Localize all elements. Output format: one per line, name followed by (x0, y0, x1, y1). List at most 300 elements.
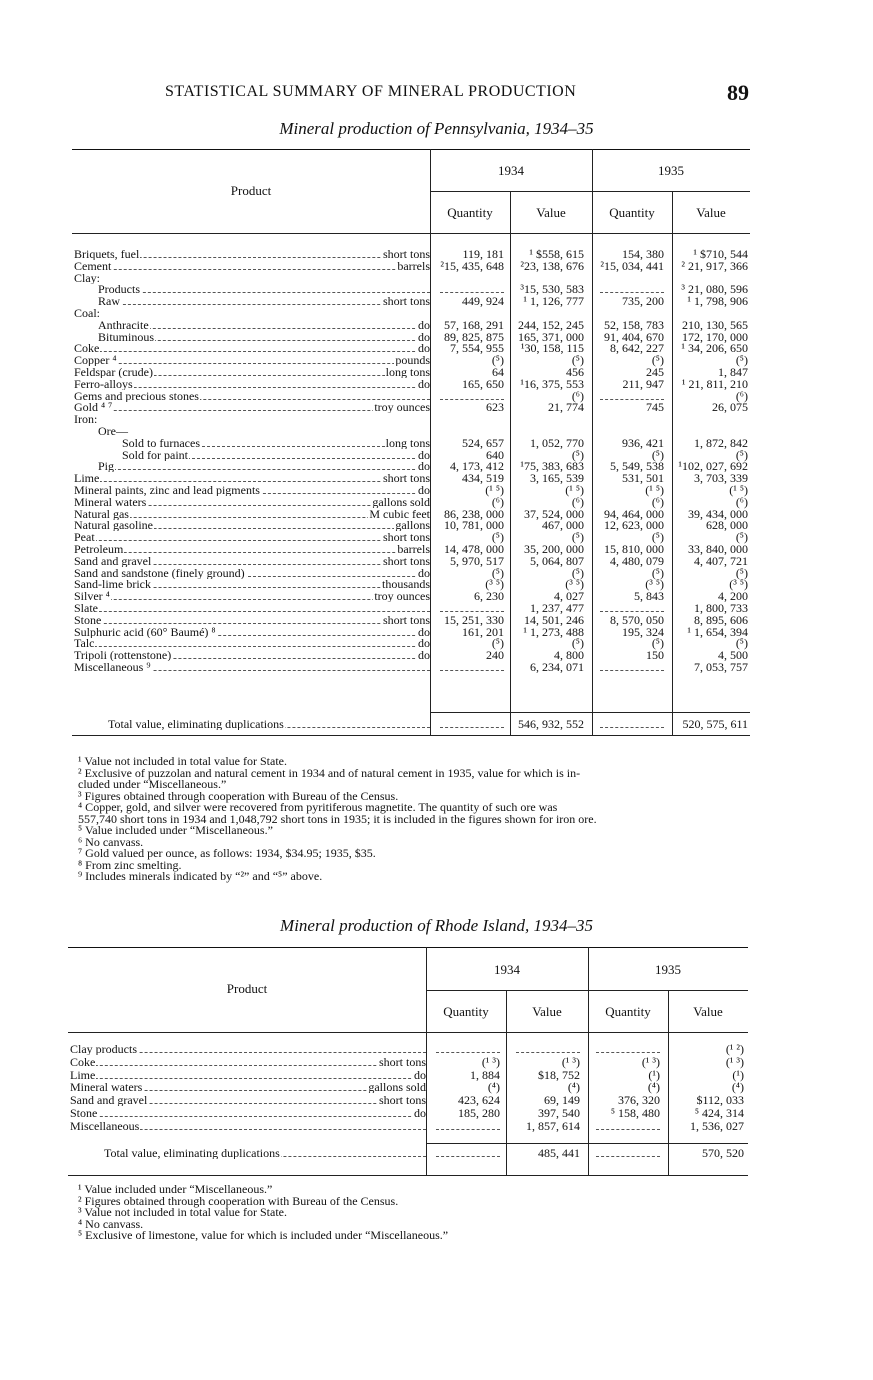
value-1935: (¹) (732, 1067, 744, 1082)
row-label (74, 532, 430, 543)
product-name: Sold to furnaces (122, 437, 200, 449)
footnote: ⁴ No canvass. (78, 1216, 144, 1231)
value-1935: 1, 536, 027 (690, 1118, 744, 1133)
value-1935: $112, 033 (696, 1093, 744, 1108)
product-name: Peat (74, 532, 95, 544)
quantity-1934: (¹ ³) (481, 1054, 500, 1069)
row-label (74, 296, 430, 307)
row-label (74, 355, 430, 366)
pa-top-rule (72, 149, 750, 150)
product-name: Sold for paint (122, 449, 188, 461)
value-1934: $18, 752 (538, 1067, 580, 1082)
row-label (74, 485, 430, 496)
quantity-1935: 52, 158, 783 (604, 317, 664, 332)
product-name: Feldspar (crude) (74, 367, 153, 378)
product-name: Sand and gravel (74, 555, 152, 567)
blank-dash (436, 1150, 500, 1157)
value-1934: 6, 234, 071 (530, 660, 584, 674)
pa-year-1935: 1935 (658, 163, 684, 178)
product-name: Slate (74, 603, 98, 614)
footnote: ⁷ Gold valued per ounce, as follows: 1934, $34.95; 1935, $35. (78, 846, 376, 860)
blank-dash (600, 664, 664, 671)
quantity-1935: 5, 549, 538 (610, 459, 664, 474)
row-label (74, 568, 430, 579)
total-value-1934: 485, 441 (538, 1146, 580, 1160)
value-1934: 5, 064, 807 (530, 553, 584, 568)
dot-leader (74, 623, 430, 624)
value-1934: 21, 774 (548, 400, 584, 415)
row-label (74, 320, 430, 331)
row-label (74, 332, 430, 343)
quantity-1935 (586, 1121, 660, 1132)
row-label (74, 662, 430, 673)
quantity-1935: 5, 843 (634, 589, 664, 604)
value-1935: (⁶) (735, 494, 748, 509)
quantity-1935: 8, 642, 227 (610, 341, 664, 356)
value-1934: (⁴) (567, 1080, 580, 1095)
blank-dash (600, 721, 664, 728)
value-1934: 1, 052, 770 (530, 435, 584, 450)
quantity-1934: ²15, 435, 648 (440, 258, 504, 273)
running-title: STATISTICAL SUMMARY OF MINERAL PRODUCTION (165, 83, 577, 100)
quantity-1935: ²15, 034, 441 (600, 258, 664, 273)
value-1935: 1, 847 (718, 365, 748, 379)
unit-label: troy ounces (374, 591, 430, 603)
quantity-1934: 7, 554, 955 (450, 341, 504, 356)
unit-label: barrels (397, 544, 430, 555)
value-1934: (³ ⁵) (565, 577, 584, 592)
footnote: ⁵ Exclusive of limestone, value for which is included under “Miscellaneous.” (78, 1228, 449, 1242)
value-1935: 628, 000 (706, 518, 748, 533)
total-value-1934: 546, 932, 552 (518, 717, 584, 731)
quantity-1934: 161, 201 (462, 624, 504, 639)
blank-dash (436, 1123, 500, 1130)
value-1935: ¹ $710, 544 (693, 247, 748, 261)
footnote: ² Figures obtained through cooperation with Bureau of the Census. (78, 1193, 399, 1208)
footnote: ¹ Value not included in total value for State. (78, 754, 287, 768)
ri-table-caption: Mineral production of Rhode Island, 1934–35 (280, 916, 593, 935)
product-name: Anthracite (98, 319, 149, 331)
total-row (70, 1148, 750, 1159)
unit-label: long tons (385, 437, 430, 449)
value-1934: ¹75, 383, 683 (520, 459, 584, 474)
product-name: Coal: (74, 308, 100, 319)
blank-dash (596, 1150, 660, 1157)
row-label (74, 391, 430, 402)
value-1934: 4, 800 (554, 648, 584, 663)
ri-bottom-rule (68, 1175, 748, 1176)
unit-label: short tons (382, 473, 430, 485)
product-name: Mineral paints, zinc and lead pigments (74, 485, 260, 496)
total-label: Total value, eliminating duplications (108, 719, 284, 730)
row-label (70, 1121, 426, 1132)
product-name: Gold ⁴ ⁷ (74, 402, 113, 414)
pa-header-rule (72, 233, 750, 234)
value-1935: 1, 800, 733 (694, 601, 748, 615)
value-1934: ³15, 530, 583 (520, 282, 584, 297)
unit-label: thousands (382, 579, 430, 591)
total-quantity-1934 (426, 1148, 500, 1159)
value-1934: (⁵) (571, 353, 584, 368)
table-row (74, 376, 754, 391)
table-row (70, 1108, 750, 1119)
unit-label: short tons (382, 555, 430, 567)
value-1934: ¹30, 158, 115 (520, 341, 584, 356)
pa-col-value-1934: Value (536, 205, 566, 220)
product-name: Sand-lime brick (74, 579, 151, 591)
table-row (74, 296, 754, 307)
blank-dash (436, 1046, 500, 1053)
value-1934: (¹ ⁵) (565, 483, 584, 497)
pa-table-caption: Mineral production of Pennsylvania, 1934–35 (279, 119, 594, 138)
product-name: Sand and sandstone (finely ground) (74, 567, 245, 579)
product-name: Petroleum (74, 544, 124, 555)
value-1934: (⁶) (571, 388, 584, 403)
quantity-1934: 165, 650 (462, 376, 504, 391)
value-1934: 35, 200, 000 (524, 542, 584, 556)
pa-col-value-1935: Value (696, 205, 726, 220)
footnote: ⁴ Copper, gold, and silver were recovered from pyritiferous magnetite. The quantity of such ore was (78, 800, 558, 814)
quantity-1935: (⁵) (651, 636, 664, 651)
ri-col-value-1934: Value (532, 1004, 562, 1019)
value-1934: (⁵) (571, 447, 584, 462)
value-1934: 244, 152, 245 (518, 317, 584, 332)
value-1935: 4, 500 (718, 648, 748, 663)
value-1935: (¹ ⁵) (729, 483, 748, 497)
row-label (70, 1070, 426, 1081)
unit-label: short tons (382, 249, 430, 260)
quantity-1935: (¹ ⁵) (645, 483, 664, 497)
quantity-1934: 524, 657 (462, 435, 504, 450)
value-1934: (⁵) (571, 636, 584, 651)
unit-label: gallons (395, 520, 430, 532)
quantity-1935: (¹) (648, 1067, 660, 1082)
quantity-1934: 1, 884 (470, 1067, 500, 1082)
quantity-1934: (⁵) (491, 565, 504, 580)
quantity-1934: 6, 230 (474, 589, 504, 604)
quantity-1935: 195, 324 (622, 624, 664, 639)
row-label (74, 627, 430, 638)
blank-dash (440, 605, 504, 612)
ri-year-1935: 1935 (655, 962, 681, 977)
quantity-1935: (⁵) (651, 565, 664, 580)
dot-leader (70, 1065, 426, 1066)
product-name: Natural gasoline (74, 520, 153, 532)
row-label (74, 379, 430, 390)
row-label (74, 414, 430, 425)
quantity-1935: ⁵ 158, 480 (610, 1106, 660, 1120)
quantity-1934: 10, 781, 000 (444, 518, 504, 533)
table-row (70, 1054, 750, 1069)
value-1935: 7, 053, 757 (694, 660, 748, 674)
value-1935: (¹ ²) (725, 1042, 744, 1056)
row-label (74, 591, 430, 602)
table-row (74, 591, 754, 602)
quantity-1934: (⁵) (491, 530, 504, 545)
pa-col-quantity-1934: Quantity (447, 205, 493, 220)
value-1935: 1, 872, 842 (694, 435, 748, 450)
row-label (74, 426, 430, 437)
row-label (74, 273, 430, 284)
value-1935: (¹ ³) (725, 1054, 744, 1069)
value-1935: (⁴) (731, 1080, 744, 1095)
value-1934: ¹ 1, 273, 488 (523, 624, 584, 639)
product-name: Clay: (74, 272, 100, 284)
quantity-1934: 89, 825, 875 (444, 329, 504, 344)
blank-dash (596, 1046, 660, 1053)
quantity-1935: 154, 380 (622, 247, 664, 261)
value-1935: (⁵) (735, 447, 748, 462)
value-1935: ¹102, 027, 692 (678, 459, 748, 474)
row-label (74, 509, 430, 520)
quantity-1934: 623 (486, 400, 504, 415)
pa-col-quantity-1935: Quantity (609, 205, 655, 220)
product-name: Sand and gravel (70, 1095, 148, 1107)
value-1934: 397, 540 (538, 1106, 580, 1120)
unit-label: short tons (382, 296, 430, 308)
quantity-1934: (¹ ⁵) (485, 483, 504, 497)
value-1935: (⁵) (735, 636, 748, 651)
row-label (70, 1108, 426, 1119)
ri-col-quantity-1934: Quantity (443, 1004, 489, 1019)
footnote: ² Exclusive of puzzolan and natural cement in 1934 and of natural cement in 1935, value for which is in- (78, 765, 581, 780)
dot-leader (98, 304, 430, 305)
quantity-1935: (⁴) (647, 1080, 660, 1095)
value-1935: (⁶) (735, 388, 748, 403)
value-1934 (506, 1044, 580, 1055)
quantity-1934: 64 (492, 365, 504, 379)
value-1934: 69, 149 (544, 1093, 580, 1108)
dot-leader (74, 540, 430, 541)
value-1934: 1, 237, 477 (530, 601, 584, 615)
product-name: Mineral waters (74, 496, 147, 508)
unit-label: gallons sold (368, 1082, 426, 1094)
quantity-1934: 4, 173, 412 (450, 459, 504, 474)
ri-col-product: Product (226, 981, 268, 996)
unit-label: short tons (382, 532, 430, 544)
unit-label: do (418, 638, 430, 650)
quantity-1934: (⁵) (491, 636, 504, 651)
unit-label: pounds (395, 355, 430, 367)
footnote: ³ Value not included in total value for State. (78, 1205, 287, 1219)
row-label (70, 1148, 426, 1159)
quantity-1935: 4, 480, 079 (610, 553, 664, 568)
value-1934: 467, 000 (542, 518, 584, 533)
quantity-1935: 15, 810, 000 (604, 542, 664, 556)
value-1934: 1, 857, 614 (526, 1118, 580, 1133)
quantity-1935 (586, 1044, 660, 1055)
ri-year-rule (426, 990, 748, 991)
row-label (70, 1095, 426, 1106)
row-label (74, 544, 430, 555)
quantity-1935: 150 (646, 648, 664, 663)
blank-dash (516, 1046, 580, 1053)
value-1935: 4, 407, 721 (694, 553, 748, 568)
total-quantity-1934 (430, 719, 504, 730)
unit-label: short tons (382, 614, 430, 626)
dot-leader (74, 611, 430, 612)
product-name: Miscellaneous ⁹ (74, 662, 151, 673)
footnote: ⁸ From zinc smelting. (78, 857, 182, 872)
product-name: Coke (74, 343, 100, 355)
value-1934: (⁵) (571, 530, 584, 545)
product-name: Lime (70, 1069, 96, 1081)
value-1934: 37, 524, 000 (524, 506, 584, 521)
row-label (74, 473, 430, 484)
row-label (70, 1082, 426, 1093)
product-name: Talc (74, 638, 95, 650)
value-1934: (⁶) (571, 494, 584, 509)
value-1934: 456 (566, 365, 584, 379)
row-label (74, 615, 430, 626)
value-1934: 165, 371, 000 (518, 329, 584, 344)
value-1935: ⁵ 424, 314 (694, 1106, 744, 1120)
value-1934: 4, 027 (554, 589, 584, 604)
row-label (74, 556, 430, 567)
quantity-1934: (⁵) (491, 353, 504, 368)
table-row (74, 258, 754, 273)
blank-dash (440, 393, 504, 400)
footnote: ³ Figures obtained through cooperation with Bureau of the Census. (78, 788, 399, 803)
product-name: Pig (98, 461, 115, 473)
quantity-1934: 119, 181 (462, 247, 504, 261)
ri-col-quantity-1935: Quantity (605, 1004, 651, 1019)
unit-label: barrels (397, 260, 430, 272)
row-label (74, 284, 430, 295)
unit-label: do (418, 378, 430, 390)
dot-leader (98, 469, 430, 470)
unit-label: do (418, 461, 430, 473)
total-row (74, 719, 754, 730)
unit-label: do (418, 626, 430, 638)
quantity-1935: 735, 200 (622, 294, 664, 309)
product-name: Miscellaneous (70, 1120, 140, 1132)
quantity-1934: 86, 238, 000 (444, 506, 504, 521)
quantity-1934: 423, 624 (458, 1093, 500, 1108)
dot-leader (98, 292, 430, 293)
product-name: Bituminous (98, 331, 155, 343)
unit-label: gallons sold (372, 496, 430, 508)
blank-dash (440, 721, 504, 728)
product-name: Lime (74, 473, 100, 485)
ri-year-1934: 1934 (494, 962, 520, 977)
product-name: Mineral waters (70, 1082, 143, 1094)
quantity-1934: 15, 251, 330 (444, 612, 504, 627)
quantity-1935: 245 (646, 365, 664, 379)
value-1935: 33, 840, 000 (688, 542, 748, 556)
quantity-1935: 8, 570, 050 (610, 612, 664, 627)
value-1935: 26, 075 (712, 400, 748, 415)
product-name: Products (98, 284, 140, 296)
footnote: cluded under “Miscellaneous.” (78, 777, 227, 791)
quantity-1935: 94, 464, 000 (604, 506, 664, 521)
row-label (74, 603, 430, 614)
footnote: 557,740 short tons in 1934 and 1,048,792 short tons in 1935; it is included in the figures shown for iron ore. (78, 811, 597, 826)
blank-dash (600, 393, 664, 400)
unit-label: do (418, 650, 430, 662)
table-row (74, 414, 754, 425)
quantity-1935: 936, 421 (622, 435, 664, 450)
quantity-1934: (³ ⁵) (485, 577, 504, 592)
quantity-1934 (430, 662, 504, 673)
quantity-1935: (⁵) (651, 530, 664, 545)
blank-dash (596, 1123, 660, 1130)
row-label (74, 650, 430, 661)
value-1935: (⁵) (735, 353, 748, 368)
unit-label: troy ounces (374, 402, 430, 414)
blank-dash (600, 605, 664, 612)
product-name: Tripoli (rottenstone) (74, 650, 172, 662)
pa-bottom-rule (72, 735, 750, 736)
blank-dash (440, 286, 504, 293)
value-1935: ¹ 34, 206, 650 (681, 341, 748, 356)
blank-dash (440, 664, 504, 671)
dot-leader (74, 363, 430, 364)
product-name: Stone (74, 614, 102, 626)
value-1935: 4, 200 (718, 589, 748, 604)
row-label (74, 438, 430, 449)
unit-label: do (418, 567, 430, 579)
value-1935: ³ 21, 080, 596 (681, 282, 748, 297)
row-label (74, 308, 430, 319)
unit-label: do (418, 319, 430, 331)
table-row (70, 1044, 750, 1055)
unit-label: do (414, 1108, 426, 1119)
quantity-1935: (⁶) (651, 494, 664, 509)
ri-col-value-1935: Value (693, 1004, 723, 1019)
quantity-1935: (¹ ³) (641, 1054, 660, 1069)
table-row (74, 273, 754, 284)
quantity-1934: 640 (486, 447, 504, 462)
quantity-1935: (⁵) (651, 447, 664, 462)
value-1934: ¹ 1, 126, 777 (523, 294, 584, 309)
pa-year-rule (430, 191, 750, 192)
unit-label: do (418, 485, 430, 496)
total-value-1935: 520, 575, 611 (682, 717, 748, 731)
quantity-1935: 376, 320 (618, 1093, 660, 1108)
value-1934: 3, 165, 539 (530, 471, 584, 486)
row-label (74, 261, 430, 272)
quantity-1935: 745 (646, 400, 664, 415)
ri-header-rule (68, 1032, 748, 1033)
value-1935: 3, 703, 339 (694, 471, 748, 486)
row-label (74, 343, 430, 354)
product-name: Briquets, fuel (74, 249, 140, 260)
value-1935: ¹ 21, 811, 210 (681, 376, 748, 391)
product-name: Iron: (74, 414, 98, 426)
value-1935: (⁵) (735, 530, 748, 545)
quantity-1934: 434, 519 (462, 471, 504, 486)
table-row (74, 662, 754, 673)
value-1935: ¹ 1, 654, 394 (687, 624, 748, 639)
value-1935: 210, 130, 565 (682, 317, 748, 332)
unit-label: short tons (378, 1095, 426, 1107)
dot-leader (74, 269, 430, 270)
value-1935: 172, 170, 000 (682, 329, 748, 344)
unit-label: do (414, 1069, 426, 1081)
total-quantity-1935 (590, 719, 664, 730)
product-name: Ore— (98, 426, 128, 437)
quantity-1934: (⁶) (491, 494, 504, 509)
page-number: 89 (727, 80, 749, 105)
quantity-1934 (426, 1121, 500, 1132)
product-name: Clay products (70, 1044, 137, 1055)
ri-top-rule (68, 947, 748, 948)
unit-label: do (418, 449, 430, 461)
row-label (74, 402, 430, 413)
product-name: Stone (70, 1108, 98, 1119)
product-name: Ferro-alloys (74, 378, 133, 390)
